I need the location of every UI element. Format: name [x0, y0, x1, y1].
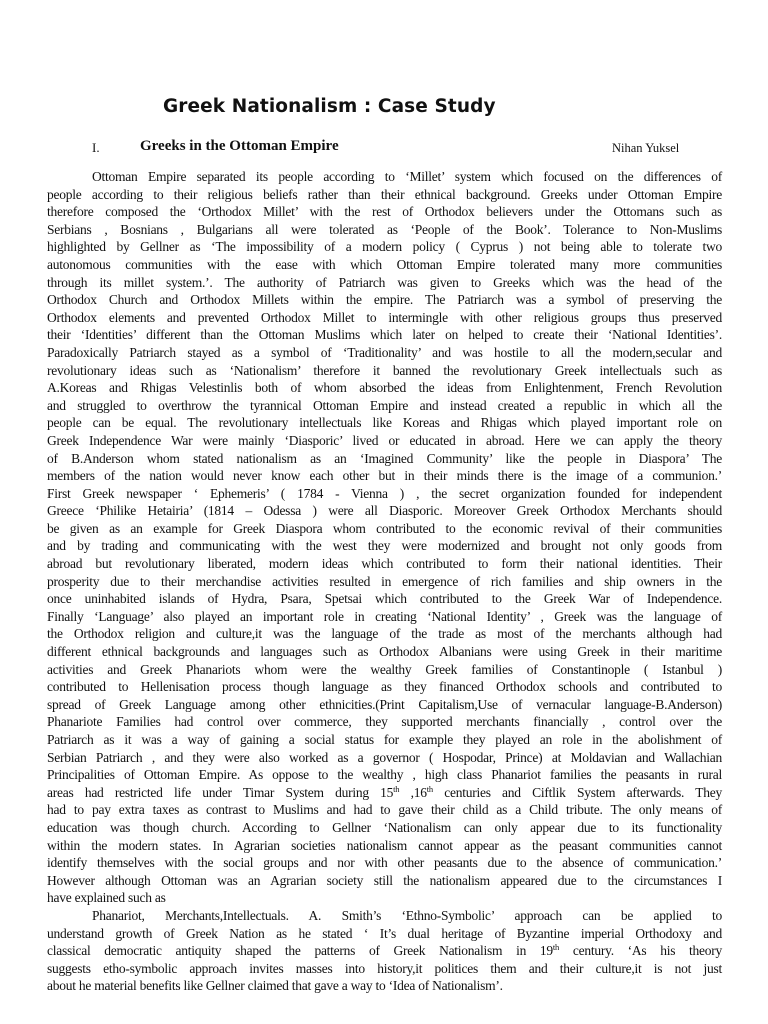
- text-line: suggests etho-symbolic approach invites masses into history,it politices them and their culture,it is not just: [47, 960, 722, 976]
- text-line: have explained such as: [47, 890, 166, 906]
- text-line: First Greek newspaper ‘ Ephemeris’ ( 1784 - Vienna ) , the secret organization founded for independent: [47, 485, 722, 501]
- text-line: Finally ‘Language’ also played an important role in creating ‘National Identity’ , Greek was the language of: [47, 608, 722, 624]
- text-line: classical democratic antiquity shaped the patterns of Greek Nationalism in 19th century. ‘As his theory: [47, 942, 722, 959]
- text-line: highlighted by Gellner as ‘The impossibility of a modern policy ( Cyprus ) not being able to tolerate two: [47, 239, 722, 255]
- text-line: Serbians , Bosnians , Bulgarians all were tolerated as ‘People of the Book’. Tolerance to Non-Muslims: [47, 221, 722, 237]
- text-line: abroad but revolutionary liberated, modern ideas which contributed to form their national identities. Their: [47, 556, 722, 572]
- text-line: Patriarch as it was a way of gaining a social status for example they played an role in the abolishment of: [47, 732, 722, 747]
- paragraph-2: [47, 907, 722, 942]
- text-line: Orthodox elements and prevented Orthodox Millet to intermingle with other religious groups thus preserved: [47, 309, 722, 325]
- text-line: Phanariote Families had control over commerce, they supported merchants financially , control over the: [47, 714, 722, 730]
- text-line: Ottoman Empire separated its people according to ‘Millet’ system which focused on the differences of: [92, 169, 722, 184]
- text-line: their ‘Identities’ different than the Ottoman Muslims which later on helped to create their ‘National Identities’.: [47, 327, 722, 343]
- text-line: autonomous communities with the ease with which Ottoman Empire tolerated many more communities: [47, 256, 722, 272]
- section-heading-row: [0, 137, 768, 159]
- text-line: Serbian Patriarch , and they were also worked as a governor ( Hospodar, Prince) at Moldavian and Wallachian: [47, 749, 722, 765]
- text-line: be given as an example for Greek Diaspora whom contributed to the economic revival of their communities: [47, 520, 722, 536]
- text-line: and struggled to overthrow the tyrannical Ottoman Empire and instead created a republic in which all the: [47, 397, 722, 413]
- text-line: different ethnical backgrounds and languages such as Orthodox Albanians were using Greek in their maritime: [47, 644, 722, 660]
- text-line: therefore composed the ‘Orthodox Millet’ with the rest of Orthodox believers under the Ottomans such as: [47, 204, 722, 220]
- text-line: people can be equal. The revolutionary intellectuals like Koreas and Rhigas which played important role on: [47, 415, 722, 431]
- paragraph-2-tail: [47, 960, 722, 995]
- text-line: members of the nation would never know each other but in their minds there is the image of a communion.’: [47, 468, 722, 484]
- text-line: Greek Independence War were mainly ‘Diasporic’ lived or educated in abroad. Here we can apply the theory: [47, 432, 722, 448]
- body-text: [47, 168, 722, 995]
- text-line: identify themselves with the social groups and nor with other peasants due to the absence of communication.’: [47, 855, 722, 871]
- text-line: A.Koreas and Rhigas Velestinlis both of whom absorbed the ideas from Enlightenment, French Revolution: [47, 380, 722, 396]
- text-line: Phanariot, Merchants,Intellectuals. A. Smith’s ‘Ethno-Symbolic’ approach can be applied to: [92, 907, 722, 923]
- text-line: once uninhabited islands of Hydra, Psara, Spetsai which contributed to the Greek War of Independence.: [47, 591, 722, 607]
- text-line: However although Ottoman was an Agrarian society still the nationalism appeared due to the circumstances I: [47, 872, 722, 888]
- text-line: Paradoxically Patriarch stayed as a symbol of ‘Traditionality’ and was hostile to all the modern,secular and: [47, 344, 722, 360]
- text-line: had to pay extra taxes as contrast to Muslims and had to gave their child as a Child tribute. The only means of: [47, 802, 722, 818]
- text-line: the Orthodox religion and culture,it was the language of the trade as most of the merchants although had: [47, 626, 722, 642]
- text-line: activities and Greek Phanariots whom were the wealthy Greek families of Constantinople ( Istanbul ): [47, 661, 722, 677]
- text-line: contributed to Hellenisation process though language as they financed Orthodox schools and contributed to: [47, 679, 722, 695]
- text-line: areas had restricted life under Timar System during 15th ,16th centuries and Ciftlik System afterwards. They: [47, 783, 723, 800]
- text-line: through its millet system.’. The authority of Patriarch was given to Greeks which was the head of the: [47, 274, 722, 290]
- author-name: Nihan Yuksel: [612, 141, 680, 155]
- text-line: revolutionary ideas such as ‘Nationalism’ therefore it banned the revolutionary Greek intellectuals such as: [47, 362, 722, 378]
- text-line: Orthodox Church and Orthodox Millets within the empire. The Patriarch was a symbol of preserving the: [47, 292, 722, 308]
- text-line: about he material benefits like Gellner claimed that gave a way to ‘Idea of Nationalism’.: [47, 978, 503, 994]
- section-heading: Greeks in the Ottoman Empire: [140, 138, 339, 154]
- page-title: Greek Nationalism : Case Study: [163, 96, 496, 117]
- paragraph-1-tail: [47, 801, 722, 907]
- text-line: spread of Greek Language among other ethnicities.(Print Capitalism,Use of vernacular language-B.Anderson): [47, 696, 722, 712]
- text-line: people according to their religious beliefs rather than their ethnical background. Greeks under Ottoman Empire: [47, 186, 722, 202]
- text-line: of B.Anderson whom stated nationalism as an ‘Imagined Community’ like the people in Diaspora’ The: [47, 450, 722, 466]
- text-line: understand growth of Greek Nation as he stated ‘ It’s dual heritage of Byzantine imperial Orthodoxy and: [47, 925, 722, 941]
- section-number: I.: [92, 140, 100, 155]
- text-line: prosperity due to their merchandise activities resulted in emergence of rich families and ship owners in the: [47, 573, 722, 589]
- text-line: Greece ‘Philike Hetairia’ (1814 – Odessa ) were all Diasporic. Moreover Greek Orthodox Merchants should: [47, 503, 722, 519]
- paragraph-1: [47, 168, 722, 784]
- text-line: within the modern states. In Agrarian societies nationalism cannot appear as the peasant communities cannot: [47, 837, 722, 853]
- text-line: and by trading and communicating with the west they were modernized and brought not only goods from: [47, 538, 722, 554]
- text-line: education was though church. According to Gellner ‘Nationalism can only appear due to its functionality: [47, 819, 722, 835]
- text-line: Principalities of Ottoman Empire. As oppose to the wealthy , high class Phanariot families the peasants in rural: [47, 767, 722, 783]
